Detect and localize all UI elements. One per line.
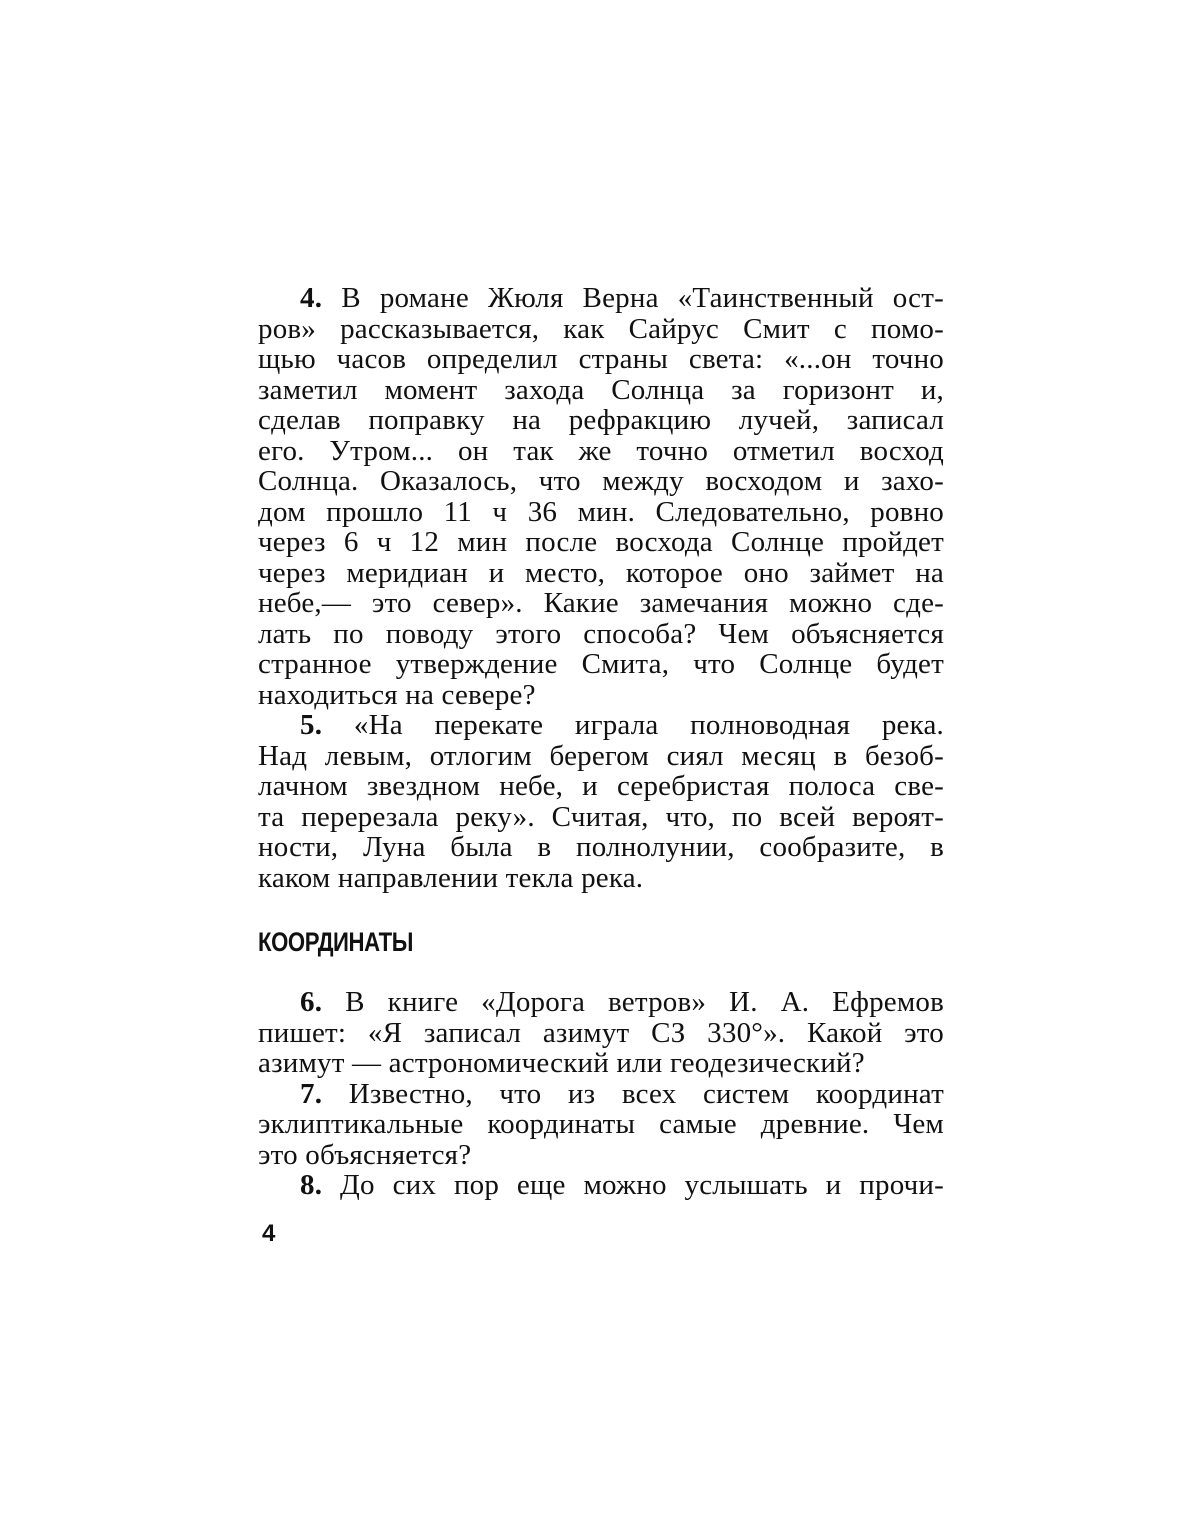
text-line: небе,— это север». Какие замечания можно сде- — [258, 587, 944, 619]
text-line: 4. В романе Жюля Верна «Таинственный ост- — [300, 282, 944, 314]
text-line: дом прошло 11 ч 36 мин. Следовательно, ровно — [258, 495, 944, 528]
text-line: заметил момент захода Солнца за горизонт и, — [258, 373, 944, 406]
text-line: через меридиан и место, которое оно займет на — [258, 556, 944, 589]
problem-8 — [258, 1170, 944, 1201]
text-line: Солнца. Оказалось, что между восходом и захо- — [258, 465, 944, 497]
problem-number: 8. — [300, 1169, 323, 1201]
text-line: каком направлении текла река. — [258, 861, 644, 894]
text-line: лачном звездном небе, и серебристая полоса све- — [258, 770, 944, 802]
text-line: лать по поводу этого способа? Чем объясняется — [258, 617, 944, 650]
text-line: 8. До сих пор еще можно услышать и прочи- — [300, 1169, 945, 1201]
text-line: это объясняется? — [258, 1138, 472, 1171]
text-line: та перерезала реку». Считая, что, по всей вероят- — [258, 800, 944, 833]
text-line: пишет: «Я записал азимут СЗ 330°». Какой это — [258, 1016, 944, 1049]
problem-5 — [258, 710, 944, 893]
text-line: ров» рассказывается, как Сайрус Смит с помо- — [258, 312, 944, 345]
text-line: находиться на севере? — [258, 678, 536, 711]
problem-6 — [258, 987, 944, 1079]
text-line: его. Утром... он так же точно отметил восход — [258, 434, 944, 467]
text-line: 5. «На перекате играла полноводная река. — [300, 709, 945, 741]
text-line: через 6 ч 12 мин после восхода Солнце пройдет — [258, 526, 944, 558]
text-line: эклиптикальные координаты самые древние. Чем — [258, 1108, 944, 1140]
text-line: щью часов определил страны света: «...он точно — [258, 343, 944, 375]
page-body — [258, 283, 944, 1201]
problem-number: 5. — [300, 709, 323, 741]
problem-number: 7. — [300, 1077, 323, 1110]
text-line: сделав поправку на рефракцию лучей, записал — [258, 404, 944, 436]
text-line: азимут — астрономический или геодезический? — [258, 1047, 865, 1079]
text-line: 6. В книге «Дорога ветров» И. А. Ефремов — [300, 986, 944, 1018]
problem-7 — [258, 1079, 944, 1171]
spacer — [258, 957, 944, 987]
text-line: ности, Луна была в полнолунии, сообразите, в — [258, 831, 944, 863]
problem-number: 6. — [300, 986, 323, 1018]
spacer — [258, 893, 944, 927]
section-heading: КООРДИНАТЫ — [258, 927, 413, 957]
problem-number: 4. — [300, 282, 323, 314]
text-line: 7. Известно, что из всех систем координат — [300, 1077, 944, 1110]
page-number: 4 — [262, 1220, 276, 1247]
text-line: странное утверждение Смита, что Солнце будет — [258, 648, 944, 680]
problem-4 — [258, 283, 944, 710]
text-line: Над левым, отлогим берегом сиял месяц в безоб- — [258, 739, 944, 772]
